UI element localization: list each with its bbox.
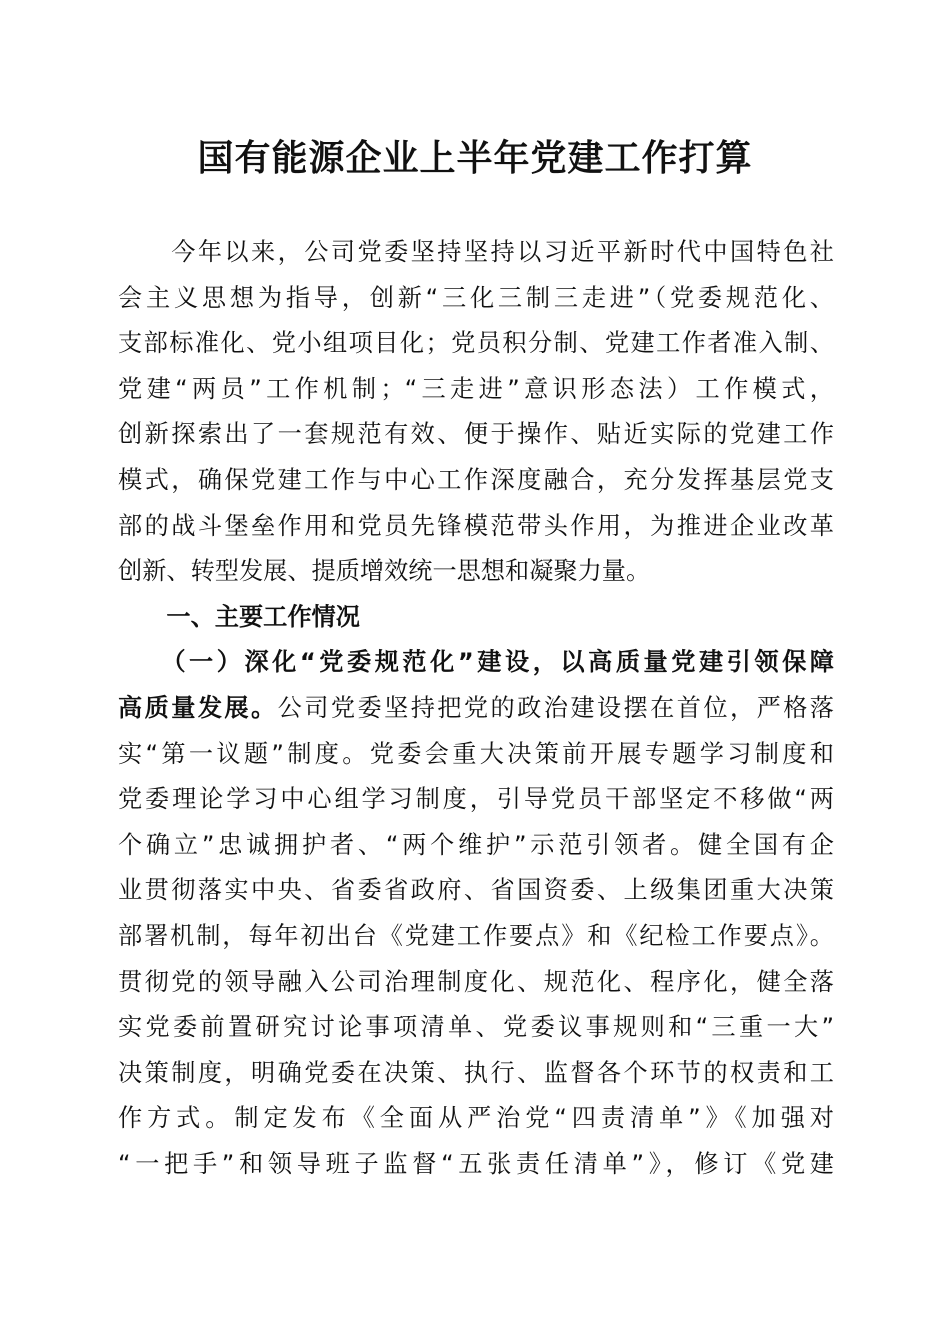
section-heading: 一、主要工作情况 — [118, 602, 360, 631]
text-line: 创新、转型发展、提质增效统一思想和凝聚力量。 — [118, 557, 651, 586]
text-line: 业贯彻落实中央、省委省政府、省国资委、上级集团重大决策 — [118, 876, 834, 905]
text-line: 实党委前置研究讨论事项清单、党委议事规则和“三重一大” — [118, 1013, 834, 1042]
text-line: 党委理论学习中心组学习制度，引导党员干部坚定不移做“两 — [118, 785, 834, 814]
text-line: 支部标准化、党小组项目化；党员积分制、党建工作者准入制、 — [118, 329, 834, 358]
subsection-paragraph — [118, 640, 834, 1187]
text-line: 部的战斗堡垒作用和党员先锋模范带头作用，为推进企业改革 — [118, 511, 834, 540]
text-line: 个确立”忠诚拥护者、“两个维护”示范引领者。健全国有企 — [118, 830, 834, 859]
subsection-heading-line: （一）深化“党委规范化”建设，以高质量党建引领保障 — [118, 648, 834, 677]
text-line: 党建“两员”工作机制；“三走进”意识形态法）工作模式， — [118, 374, 834, 403]
text-line: 实“第一议题”制度。党委会重大决策前开展专题学习制度和 — [118, 739, 834, 768]
text-line: 今年以来，公司党委坚持坚持以习近平新时代中国特色社 — [118, 238, 834, 266]
subsection-text: 公司党委坚持把党的政治建设摆在首位，严格落 — [277, 693, 834, 722]
document-body — [118, 230, 834, 1187]
text-line: 决策制度，明确党委在决策、执行、监督各个环节的权责和工 — [118, 1058, 834, 1087]
text-line: 作方式。制定发布《全面从严治党“四责清单”》《加强对 — [118, 1104, 834, 1133]
text-line: “一把手”和领导班子监督“五张责任清单”》，修订《党建 — [118, 1149, 834, 1178]
text-line: 贯彻党的领导融入公司治理制度化、规范化、程序化，健全落 — [118, 967, 834, 996]
text-line: 部署机制，每年初出台《党建工作要点》和《纪检工作要点》。 — [118, 921, 834, 950]
text-line: 会主义思想为指导，创新“三化三制三走进”（党委规范化、 — [118, 283, 834, 312]
subsection-heading-end: 高质量发展。 — [118, 693, 278, 722]
intro-paragraph — [118, 230, 834, 595]
document-title: 国有能源企业上半年党建工作打算 — [197, 137, 753, 179]
text-line: 模式，确保党建工作与中心工作深度融合，充分发挥基层党支 — [118, 465, 834, 494]
text-line — [118, 686, 834, 732]
text-line: 创新探索出了一套规范有效、便于操作、贴近实际的党建工作 — [118, 420, 834, 449]
